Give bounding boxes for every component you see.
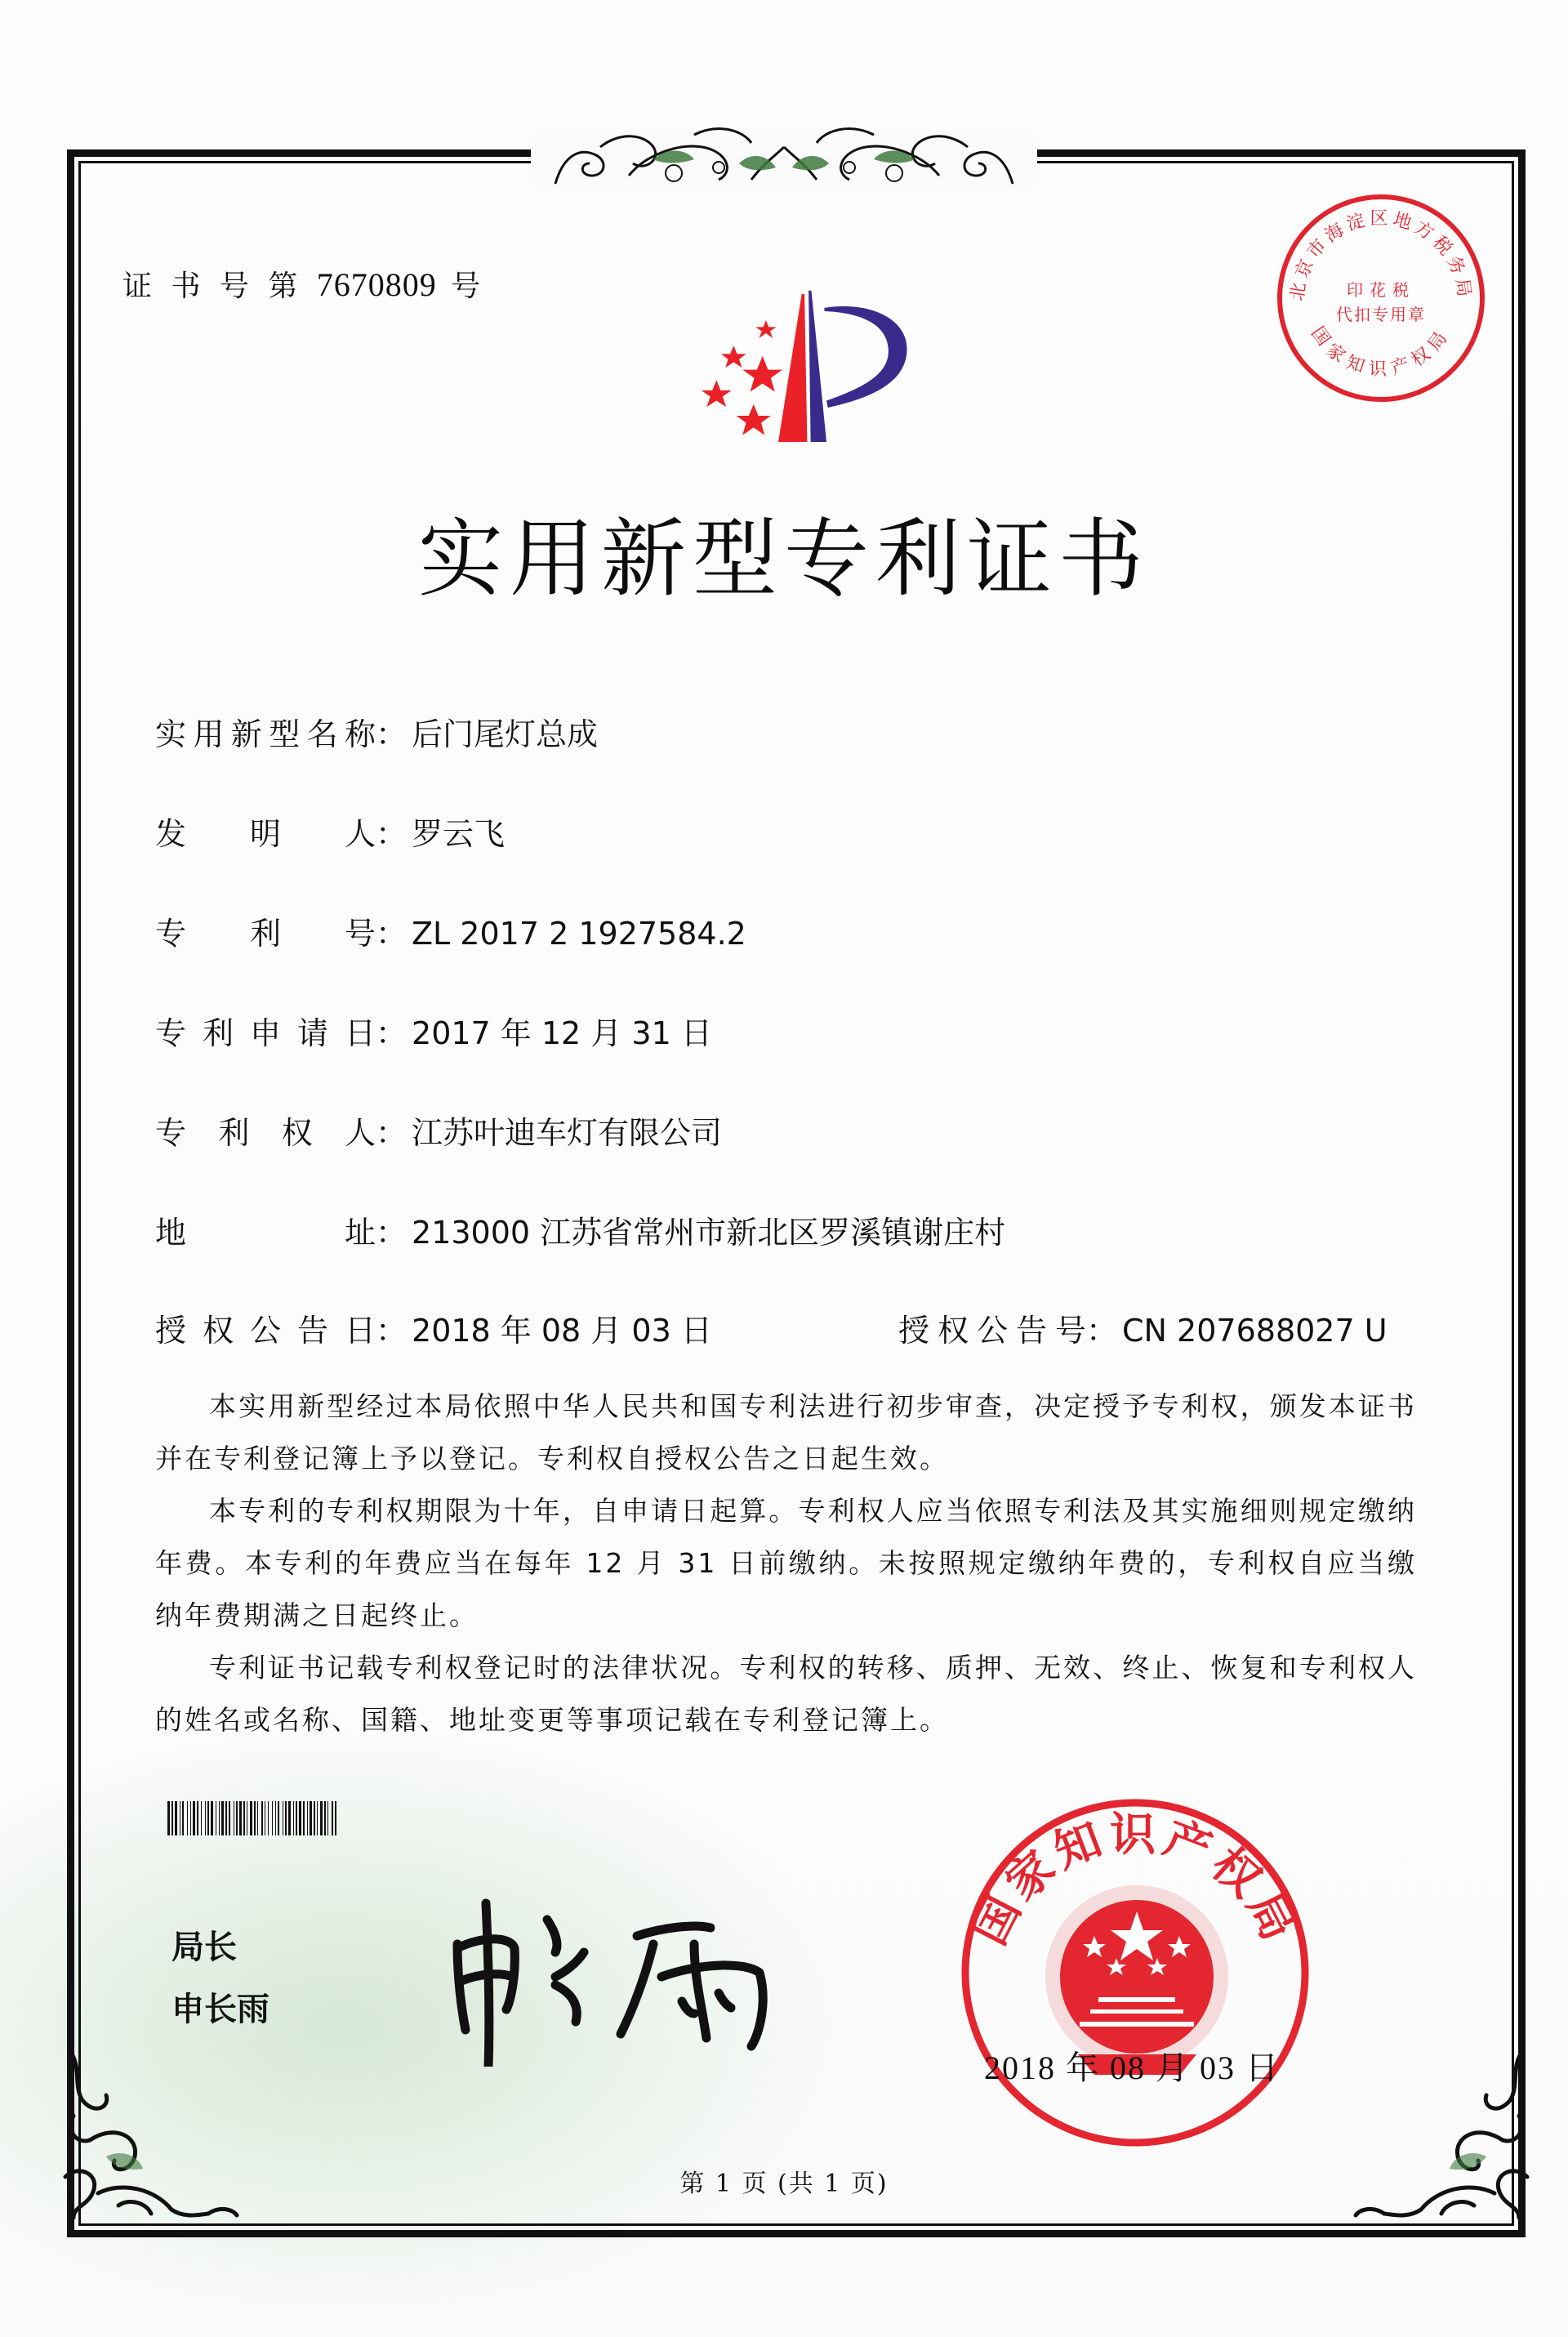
corner-ornament-icon bbox=[1339, 2042, 1544, 2246]
field-value: CN 207688027 U bbox=[1122, 1313, 1388, 1349]
tax-seal-bottom-text: 国家知识产权局 bbox=[1307, 323, 1455, 380]
certificate-number bbox=[122, 263, 485, 305]
field-label: 实用新型名称 bbox=[155, 716, 376, 752]
certificate-number-suffix: 号 bbox=[451, 270, 486, 303]
field-value: 2017 年 12 月 31 日 bbox=[412, 1015, 712, 1051]
field-value: 2018 年 08 月 03 日 bbox=[412, 1313, 712, 1349]
field-value: ZL 2017 2 1927584.2 bbox=[412, 916, 746, 952]
svg-text:国家知识产权局 bbox=[1307, 323, 1455, 380]
cnipa-official-seal-icon bbox=[956, 1793, 1315, 2152]
page-info: 第 1 页 (共 1 页) bbox=[679, 2170, 889, 2198]
corner-ornament-icon bbox=[49, 2042, 253, 2246]
body-paragraph: 本实用新型经过本局依照中华人民共和国专利法进行初步审查，决定授予专利权，颁发本证书并在专利登记簿上予以登记。专利权自授权公告之日起生效。 bbox=[155, 1390, 1417, 1474]
field-label: 专利权人 bbox=[155, 1115, 376, 1151]
director-name: 申长雨 bbox=[172, 1991, 270, 2028]
field-value: 后门尾灯总成 bbox=[412, 716, 599, 752]
body-paragraph: 专利证书记载专利权登记时的法律状况。专利权的转移、质押、无效、终止、恢复和专利权人的姓名或名称、国籍、地址变更等事项记载在专利登记簿上。 bbox=[155, 1652, 1417, 1736]
office-seal-text: 国家知识产权局 bbox=[962, 1808, 1308, 1954]
certificate-number-value: 7670809 bbox=[316, 266, 437, 303]
certificate-body bbox=[155, 1380, 1417, 1746]
field-label: 专利申请日 bbox=[155, 1015, 376, 1051]
director-signature bbox=[433, 1887, 808, 2067]
barcode bbox=[167, 1801, 584, 1835]
body-paragraph: 本专利的专利权期限为十年，自申请日起算。专利权人应当依照专利法及其实施细则规定缴纳年费。本专利的年费应当在每年 12 月 31 日前缴纳。未按照规定缴纳年费的，专利权自应当缴纳年费期满之日起终止。 bbox=[155, 1495, 1417, 1631]
field-label: 地址 bbox=[155, 1215, 376, 1251]
field-grant-announcement-number: 授权公告号 ： CN 207688027 U bbox=[898, 1305, 1388, 1350]
field-patent-number: 专利号 ： ZL 2017 2 1927584.2 bbox=[155, 908, 746, 953]
field-label: 发明人 bbox=[155, 816, 376, 852]
field-application-date: 专利申请日 ： 2017 年 12 月 31 日 bbox=[155, 1008, 712, 1053]
dragon-ornament-icon bbox=[531, 98, 1037, 196]
director-title: 局长 bbox=[172, 1929, 237, 1966]
page-title: 实用新型专利证书 bbox=[417, 509, 1150, 609]
field-inventor: 发明人 ： 罗云飞 bbox=[155, 809, 505, 854]
field-label: 授权公告号 bbox=[898, 1313, 1086, 1349]
certificate-number-label: 证 书 号 第 bbox=[122, 270, 303, 303]
field-label: 专利号 bbox=[155, 916, 376, 952]
field-value: 213000 江苏省常州市新北区罗溪镇谢庄村 bbox=[412, 1215, 1006, 1251]
tax-seal-outer-text: 北京市海淀区地方税务局 bbox=[1287, 208, 1475, 302]
barcode-bar bbox=[336, 1801, 338, 1835]
field-address: 地址 ： 213000 江苏省常州市新北区罗溪镇谢庄村 bbox=[155, 1207, 1005, 1252]
stamp-duty-seal-icon bbox=[1271, 188, 1491, 408]
cnipa-logo-icon bbox=[670, 261, 931, 457]
field-patentee: 专利权人 ： 江苏叶迪车灯有限公司 bbox=[155, 1108, 722, 1153]
field-value: 罗云飞 bbox=[412, 816, 506, 852]
tax-seal-line2: 代扣专用章 bbox=[1336, 305, 1426, 324]
tax-seal-line1: 印花税 bbox=[1347, 280, 1415, 300]
field-grant-announcement-date: 授权公告日 ： 2018 年 08 月 03 日 bbox=[155, 1305, 712, 1350]
field-label: 授权公告日 bbox=[155, 1313, 376, 1349]
field-value: 江苏叶迪车灯有限公司 bbox=[412, 1115, 723, 1151]
seal-date: 2018 年 08 月 03 日 bbox=[984, 2049, 1280, 2086]
field-utility-model-name: 实用新型名称 ： 后门尾灯总成 bbox=[155, 709, 598, 754]
